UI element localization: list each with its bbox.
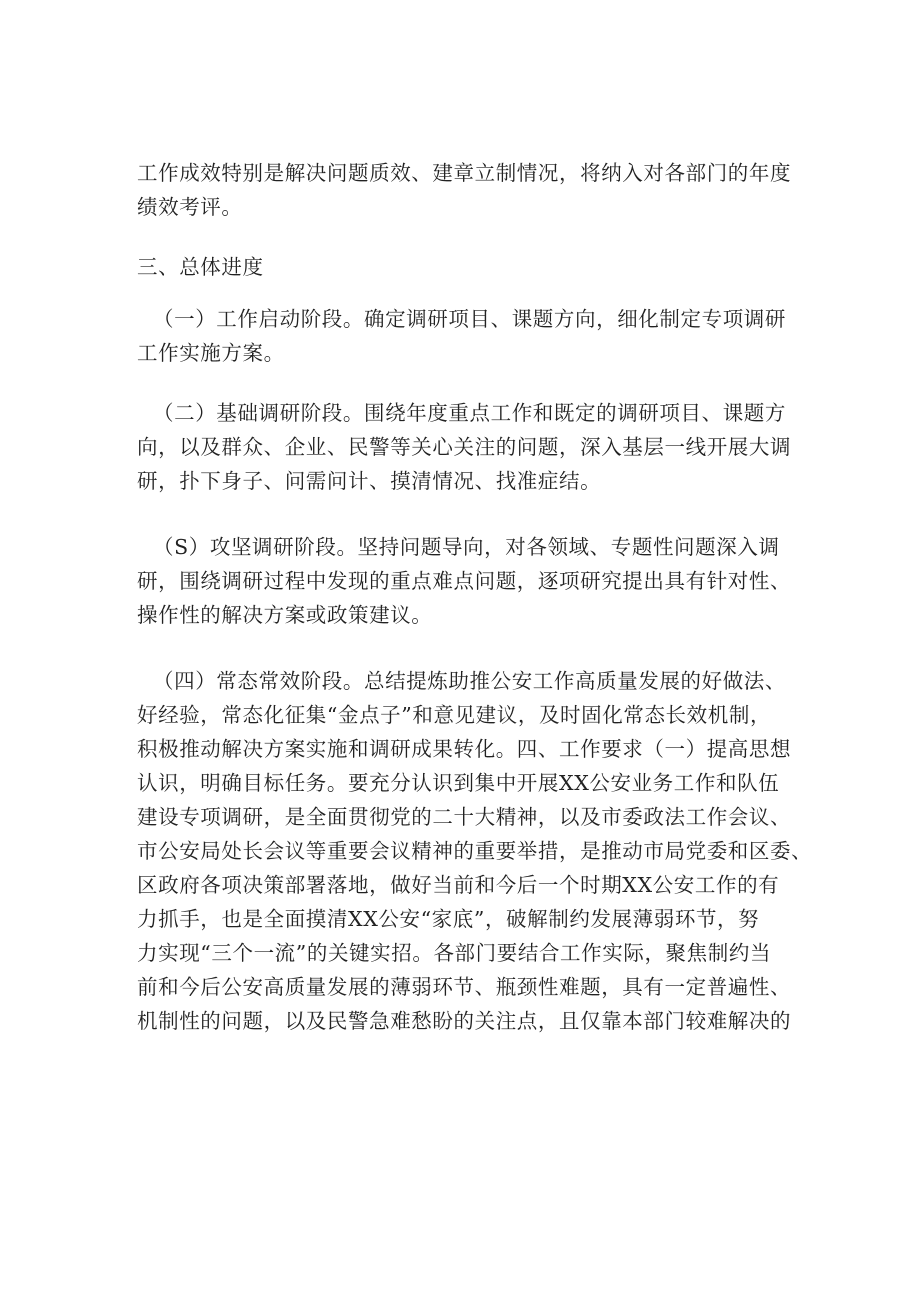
text-line: 研，扑下身子、问需问计、摸清情况、找准症结。	[137, 469, 602, 493]
paragraph-stage-two	[137, 396, 817, 498]
text-line: （一）工作启动阶段。确定调研项目、课题方向，细化制定专项调研	[153, 307, 786, 331]
text-line: 好经验，常态化征集“金点子”和意见建议，及时固化常态长效机制，	[137, 703, 772, 727]
text-line: （S）攻坚调研阶段。坚持问题导向，对各领域、专题性问题深入调	[153, 535, 780, 559]
text-line: 力抓手，也是全面摸清XX公安“家底”，破解制约发展薄弱环节，努	[137, 907, 760, 931]
text-line: 向，以及群众、企业、民警等关心关注的问题，深入基层一线开展大调	[137, 435, 792, 459]
text-line: 研，围绕调研过程中发现的重点难点问题，逐项研究提出具有针对性、	[137, 569, 792, 593]
paragraph-stage-one	[137, 302, 817, 370]
text-line: 工作实施方案。	[137, 341, 285, 365]
paragraph-stage-three	[137, 530, 817, 632]
text-line: 机制性的问题，以及民警急难愁盼的关注点，且仅靠本部门较难解决的	[137, 1009, 792, 1033]
text-line: 绩效考评。	[137, 195, 243, 219]
text-line: （四）常态常效阶段。总结提炼助推公安工作高质量发展的好做法、	[153, 669, 786, 693]
text-line: 积极推动解决方案实施和调研成果转化。四、工作要求（一）提高思想	[137, 737, 792, 761]
paragraph-stage-four	[137, 664, 817, 1038]
paragraph-work-results	[137, 156, 817, 224]
text-line: 认识，明确目标任务。要充分认识到集中开展XX公安业务工作和队伍	[137, 771, 780, 795]
text-line: 前和今后公安高质量发展的薄弱环节、瓶颈性难题，具有一定普遍性、	[137, 975, 792, 999]
text-line: 工作成效特别是解决问题质效、建章立制情况，将纳入对各部门的年度	[137, 161, 792, 185]
text-line: 操作性的解决方案或政策建议。	[137, 603, 433, 627]
text-line: 区政府各项决策部署落地，做好当前和今后一个时期XX公安工作的有	[137, 873, 780, 897]
text-line: 市公安局处长会议等重要会议精神的重要举措，是推动市局党委和区委、	[137, 839, 813, 863]
section-heading: 三、总体进度	[137, 255, 264, 279]
text-line: 建设专项调研，是全面贯彻党的二十大精神，以及市委政法工作会议、	[137, 805, 792, 829]
text-line: 力实现“三个一流”的关键实招。各部门要结合工作实际，聚焦制约当	[137, 941, 772, 965]
section-heading-overall-progress	[137, 250, 817, 284]
text-line: （二）基础调研阶段。围绕年度重点工作和既定的调研项目、课题方	[153, 401, 786, 425]
